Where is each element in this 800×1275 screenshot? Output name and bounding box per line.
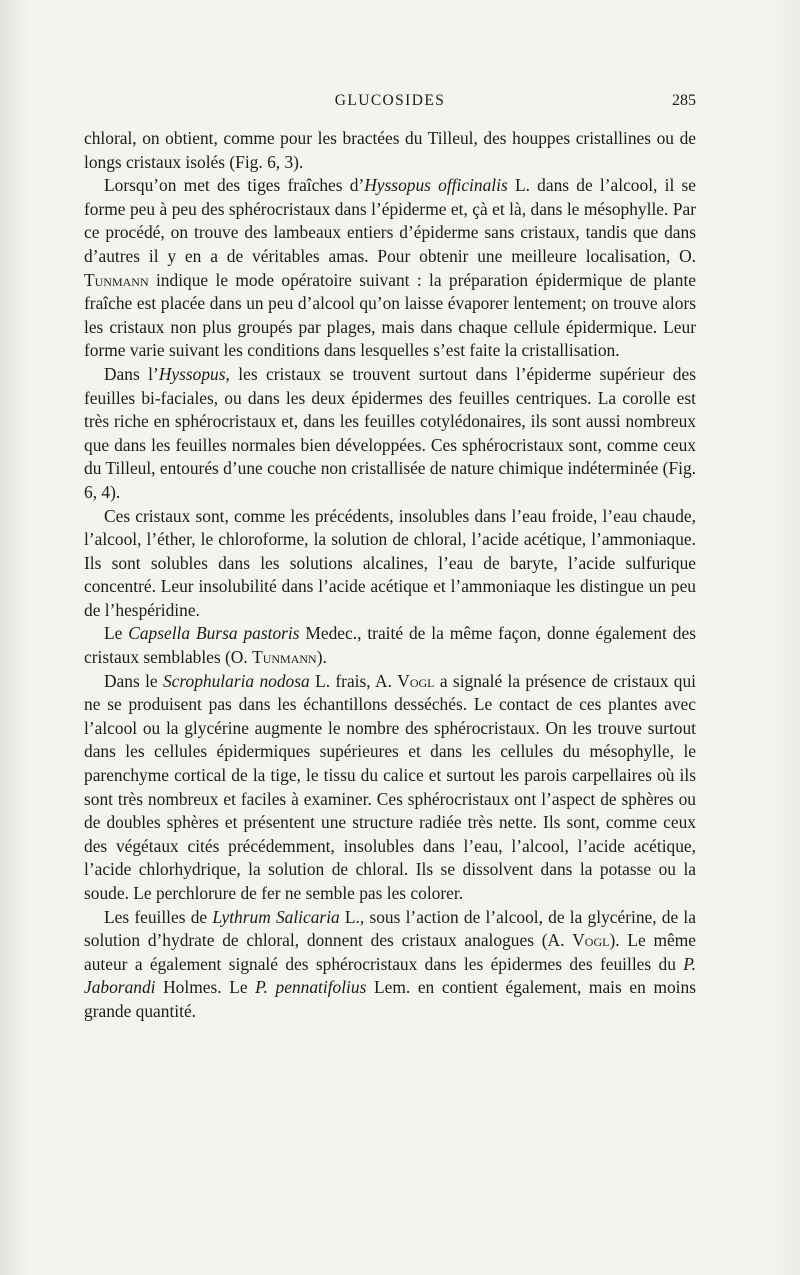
author-name: Vogl bbox=[572, 930, 610, 951]
paragraph bbox=[84, 505, 696, 623]
text-run: Lem. en contient également, mais en moins grande quantité. bbox=[84, 977, 696, 1021]
text-run: Medec., traité de la même façon, donne également des cristaux semblables (O. bbox=[84, 623, 696, 668]
text-run: ). bbox=[316, 647, 327, 668]
paragraph bbox=[84, 127, 696, 174]
text-run: Holmes. Le bbox=[155, 977, 256, 998]
author-name: Tunmann bbox=[252, 647, 317, 668]
italic-text: Lythrum Salicaria bbox=[212, 906, 340, 927]
page-header bbox=[84, 92, 696, 116]
page-number: 285 bbox=[672, 92, 696, 109]
text-run: Lorsqu’on met des tiges fraîches d’ bbox=[104, 175, 365, 196]
author-name: Vogl bbox=[397, 670, 435, 691]
text-run: Dans le bbox=[104, 670, 163, 691]
italic-text: Hyssopus bbox=[158, 363, 226, 384]
italic-text: P. pennatifolius bbox=[255, 977, 367, 998]
text-run: Ces cristaux sont, comme les précédents, insolubles dans l’eau froide, l’eau chaude, l’alcool, l’éther, le chloroforme, la solution de chloral, l’acide acétique, l’ammoniaque. Ils sont solubles dans les solutions alcalines, l’eau de baryte, l’acide sulfurique concentré. Leur insolubilité dans l’acide acétique et l’ammoniaque les distingue un peu de l’hespéridine. bbox=[84, 505, 696, 620]
text-run: chloral, on obtient, comme pour les bractées du Tilleul, des houppes cristallines ou de longs cristaux isolés (Fig. 6, 3). bbox=[84, 128, 696, 172]
italic-text: P. Jaborandi bbox=[84, 953, 696, 998]
text-run: a signalé la présence de cristaux qui ne se produisent pas dans les échantillons desséchés. Le contact de ces plantes avec l’alcool ou la glycérine augmente le nombre des sphérocristaux. On les trouve surtout dans les cellules épidermiques supérieures et dans les cellules du mésophylle, le parenchyme cortical de la tige, le tissu du calice et surtout les parois carpellaires où ils sont très nombreux et faciles à examiner. Ces sphérocristaux ont l’aspect de sphères ou de doubles sphères et présentent une structure radiée très nette. Ils sont, comme ceux des végétaux cités précédemment, insolubles dans l’eau, l’alcool, l’acide acétique, l’acide chlorhydrique, la solution de chloral. Ils se dissolvent dans la potasse ou la soude. Le perchlorure de fer ne semble pas les colorer. bbox=[84, 670, 696, 903]
paragraph bbox=[84, 906, 696, 1024]
text-run: ). Le même auteur a également signalé des sphérocristaux dans les épidermes des feuilles du bbox=[84, 930, 696, 974]
italic-text: Hyssopus officinalis bbox=[364, 175, 508, 196]
text-run: Dans l’ bbox=[104, 363, 159, 384]
author-name: Tunmann bbox=[84, 269, 149, 290]
running-title: GLUCOSIDES bbox=[334, 92, 446, 109]
paragraph bbox=[84, 363, 696, 505]
text-run: Les feuilles de bbox=[104, 906, 213, 927]
text-run: L. frais, A. bbox=[309, 670, 398, 691]
text-run: , les cristaux se trouvent surtout dans l’épiderme supérieur des feuilles bi-faciales, ou dans les deux épidermes des feuilles centriques. La corolle est très riche en sphérocristaux et, dans les feuilles cotylédonaires, ils sont aussi nombreux que dans les feuilles normales bien développées. Ces sphérocristaux sont, comme ceux du Tilleul, entourés d’une couche non cristallisée de nature chimique indéterminée (Fig. 6, 4). bbox=[84, 363, 696, 502]
text-run: Le bbox=[104, 623, 129, 644]
text-run: indique le mode opératoire suivant : la préparation épidermique de plante fraîche est placée dans un peu d’alcool qu’on laisse évaporer lentement; on trouve alors les cristaux non plus groupés par plages, mais dans chaque cellule épidermique. Leur forme varie suivant les conditions dans lesquelles s’est faite la cristallisation. bbox=[84, 269, 696, 361]
text-run: L., sous l’action de l’alcool, de la glycérine, de la solution d’hydrate de chloral, donnent des cristaux analogues (A. bbox=[84, 906, 696, 951]
body-text bbox=[84, 127, 696, 1024]
italic-text: Scrophularia nodosa bbox=[162, 670, 310, 691]
paragraph bbox=[84, 670, 696, 906]
text-run: L. dans de l’alcool, il se forme peu à peu des sphérocristaux dans l’épiderme et, çà et là, dans le mésophylle. Par ce procédé, on trouve des lambeaux entiers d’épiderme sans cristaux, tandis que dans d’autres il y en a de véritables amas. Pour obtenir une meilleure localisation, O. bbox=[84, 175, 696, 266]
italic-text: Capsella Bursa pastoris bbox=[128, 623, 300, 644]
paragraph bbox=[84, 622, 696, 669]
paragraph bbox=[84, 174, 696, 363]
